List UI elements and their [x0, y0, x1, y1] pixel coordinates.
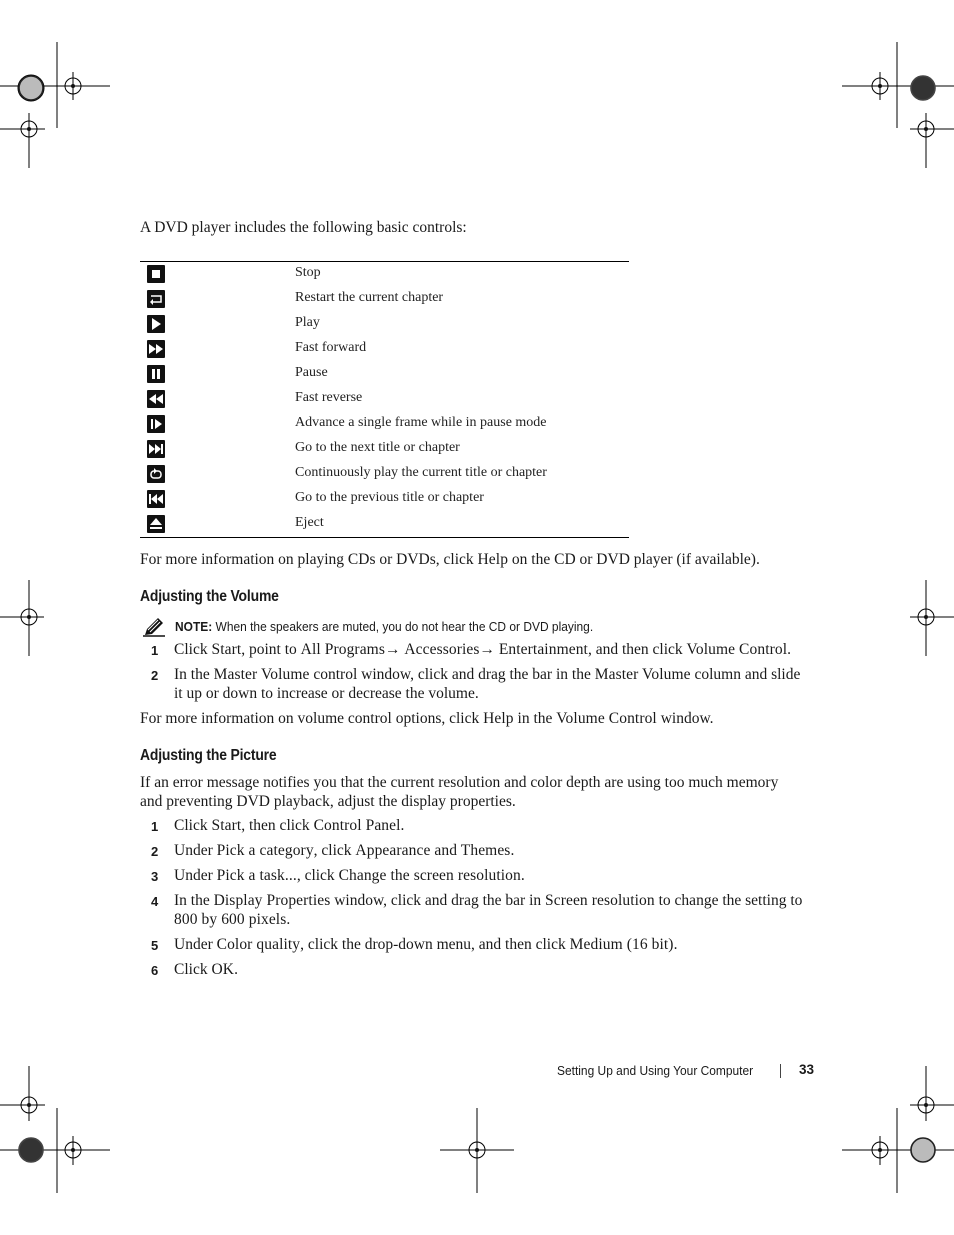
step-number: 4	[151, 894, 159, 909]
note-text: NOTE: When the speakers are muted, you do not hear the CD or DVD playing.	[175, 619, 594, 634]
table-row	[140, 437, 629, 462]
control-label: Continuously play the current title or chapter	[295, 465, 547, 480]
control-label: Go to the next title or chapter	[295, 440, 460, 455]
control-label: Go to the previous title or chapter	[295, 490, 484, 505]
table-row	[140, 337, 629, 362]
step-number: 5	[151, 938, 159, 953]
step-number: 1	[151, 819, 159, 834]
picture-step-4: In the Display Properties window, click and drag the bar in Screen resolution to change the setting to	[174, 892, 803, 909]
stop-icon	[147, 265, 165, 283]
table-row	[140, 262, 629, 287]
fast-reverse-icon	[147, 390, 165, 408]
step-number: 6	[151, 963, 159, 978]
volume-step-2: In the Master Volume control window, click and drag the bar in the Master Volume column and slide	[174, 666, 801, 683]
control-label: Play	[295, 315, 320, 330]
previous-title-icon	[147, 490, 165, 508]
control-label: Advance a single frame while in pause mode	[295, 415, 547, 430]
section-heading-volume: Adjusting the Volume	[140, 588, 279, 605]
table-row	[140, 287, 629, 312]
eject-icon	[147, 515, 165, 533]
control-label: Pause	[295, 365, 328, 380]
control-label: Stop	[295, 265, 321, 280]
control-label: Eject	[295, 515, 324, 530]
step-number: 2	[151, 844, 159, 859]
picture-step-5: Under Color quality, click the drop-down menu, and then click Medium (16 bit).	[174, 936, 678, 953]
picture-intro-line2: and preventing DVD playback, adjust the display properties.	[140, 793, 516, 810]
frame-advance-icon	[147, 415, 165, 433]
dvd-controls-table	[140, 261, 629, 538]
next-title-icon	[147, 440, 165, 458]
fast-forward-icon	[147, 340, 165, 358]
page-number: 33	[799, 1062, 815, 1077]
note-pencil-icon	[143, 617, 165, 637]
table-row	[140, 387, 629, 412]
footer-section-title: Setting Up and Using Your Computer	[557, 1063, 754, 1078]
pause-icon	[147, 365, 165, 383]
repeat-icon	[147, 465, 165, 483]
section-heading-picture: Adjusting the Picture	[140, 747, 277, 764]
play-icon	[147, 315, 165, 333]
control-label: Fast forward	[295, 340, 367, 355]
table-row	[140, 312, 629, 337]
volume-step-1: Click Start, point to All Programs→ Accessories→ Entertainment, and then click Volume Control.	[174, 641, 791, 658]
picture-step-6: Click OK.	[174, 961, 238, 978]
footer-divider	[780, 1064, 781, 1078]
restart-chapter-icon	[147, 290, 165, 308]
control-label: Fast reverse	[295, 390, 363, 405]
picture-step-4-cont: 800 by 600 pixels.	[174, 911, 291, 928]
picture-intro-line1: If an error message notifies you that the current resolution and color depth are using too much memory	[140, 774, 779, 791]
picture-step-1: Click Start, then click Control Panel.	[174, 817, 405, 834]
volume-more-info: For more information on volume control options, click Help in the Volume Control window.	[140, 710, 714, 727]
table-row	[140, 462, 629, 487]
picture-step-2: Under Pick a category, click Appearance and Themes.	[174, 842, 515, 859]
step-number: 3	[151, 869, 159, 884]
table-row	[140, 362, 629, 387]
more-info-paragraph: For more information on playing CDs or DVDs, click Help on the CD or DVD player (if available).	[140, 551, 760, 568]
picture-step-3: Under Pick a task..., click Change the screen resolution.	[174, 867, 525, 884]
volume-step-2-cont: it up or down to increase or decrease the volume.	[174, 685, 479, 702]
step-number: 1	[151, 643, 159, 658]
step-number: 2	[151, 668, 159, 683]
table-row	[140, 512, 629, 537]
control-label: Restart the current chapter	[295, 290, 444, 305]
controls-intro: A DVD player includes the following basic controls:	[140, 219, 467, 236]
table-row	[140, 412, 629, 437]
table-row	[140, 487, 629, 512]
